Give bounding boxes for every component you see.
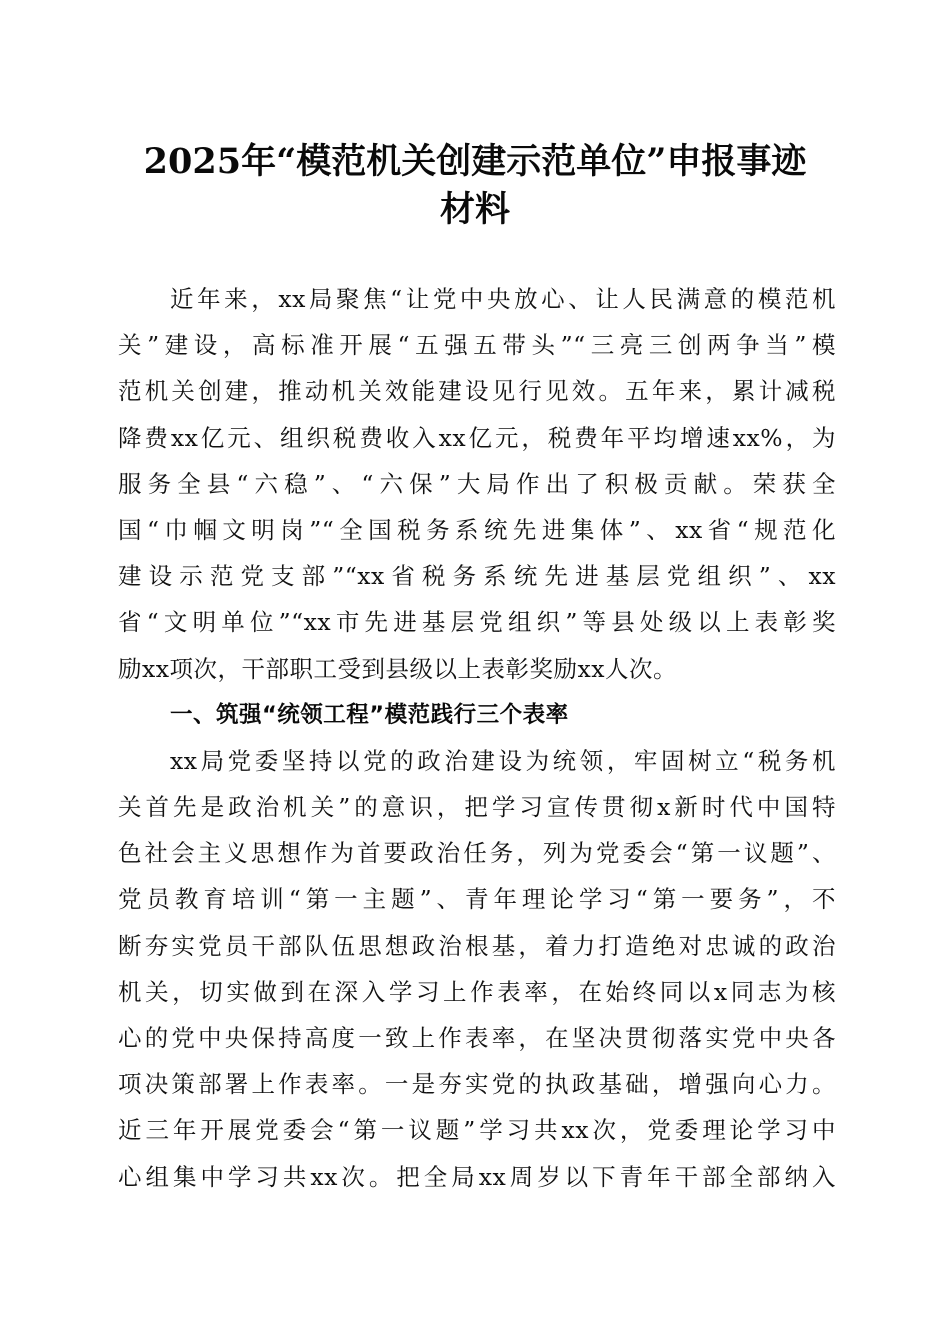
text-line: 降费xx亿元、组织税费收入xx亿元，税费年平均增速xx%，为 [118, 423, 836, 452]
text-line: 关”建设，高标准开展“五强五带头”“三亮三创两争当”模 [118, 331, 836, 360]
text-line: 党员教育培训“第一主题”、青年理论学习“第一要务”，不 [118, 885, 836, 914]
text-line: 断夯实党员干部队伍思想政治根基，着力打造绝对忠诚的政治 [118, 931, 836, 960]
text-line: 国“巾帼文明岗”“全国税务系统先进集体”、xx省“规范化 [118, 515, 836, 544]
document-body [118, 276, 836, 1200]
title-line-2: 材料 [439, 189, 510, 230]
text-line: 服务全县“六稳”、“六保”大局作出了积极贡献。荣获全 [118, 469, 836, 498]
text-line: 建设示范党支部”“xx省税务系统先进基层党组织”、xx [118, 562, 836, 591]
text-line: 近三年开展党委会“第一议题”学习共xx次，党委理论学习中 [118, 1116, 836, 1145]
text-line: 色社会主义思想作为首要政治任务，列为党委会“第一议题”、 [118, 839, 836, 868]
section-heading-1: 一、筑强“统领工程”模范践行三个表率 [170, 701, 569, 728]
text-line: 心的党中央保持高度一致上作表率，在坚决贯彻落实党中央各 [118, 1024, 836, 1052]
text-line: 项决策部署上作表率。一是夯实党的执政基础，增强向心力。 [118, 1070, 836, 1099]
text-line: 心组集中学习共xx次。把全局xx周岁以下青年干部全部纳入 [118, 1162, 836, 1191]
text-line: 近年来，xx局聚焦“让党中央放心、让人民满意的模范机 [170, 285, 836, 313]
text-line: xx局党委坚持以党的政治建设为统领，牢固树立“税务机 [170, 746, 836, 775]
text-line: 范机关创建，推动机关效能建设见行见效。五年来，累计减税 [118, 377, 836, 406]
paragraph-section-1 [118, 738, 836, 1200]
text-line: 关首先是政治机关”的意识，把学习宣传贯彻x新时代中国特 [118, 793, 836, 822]
document-title [110, 138, 840, 234]
text-line: 省“文明单位”“xx市先进基层党组织”等县处级以上表彰奖 [118, 608, 836, 637]
paragraph-intro [118, 276, 836, 692]
title-line-1: 2025年“模范机关创建示范单位”申报事迹 [143, 141, 807, 182]
text-line: 机关，切实做到在深入学习上作表率，在始终同以x同志为核 [118, 977, 836, 1006]
text-line: 励xx项次，干部职工受到县级以上表彰奖励xx人次。 [118, 654, 678, 683]
